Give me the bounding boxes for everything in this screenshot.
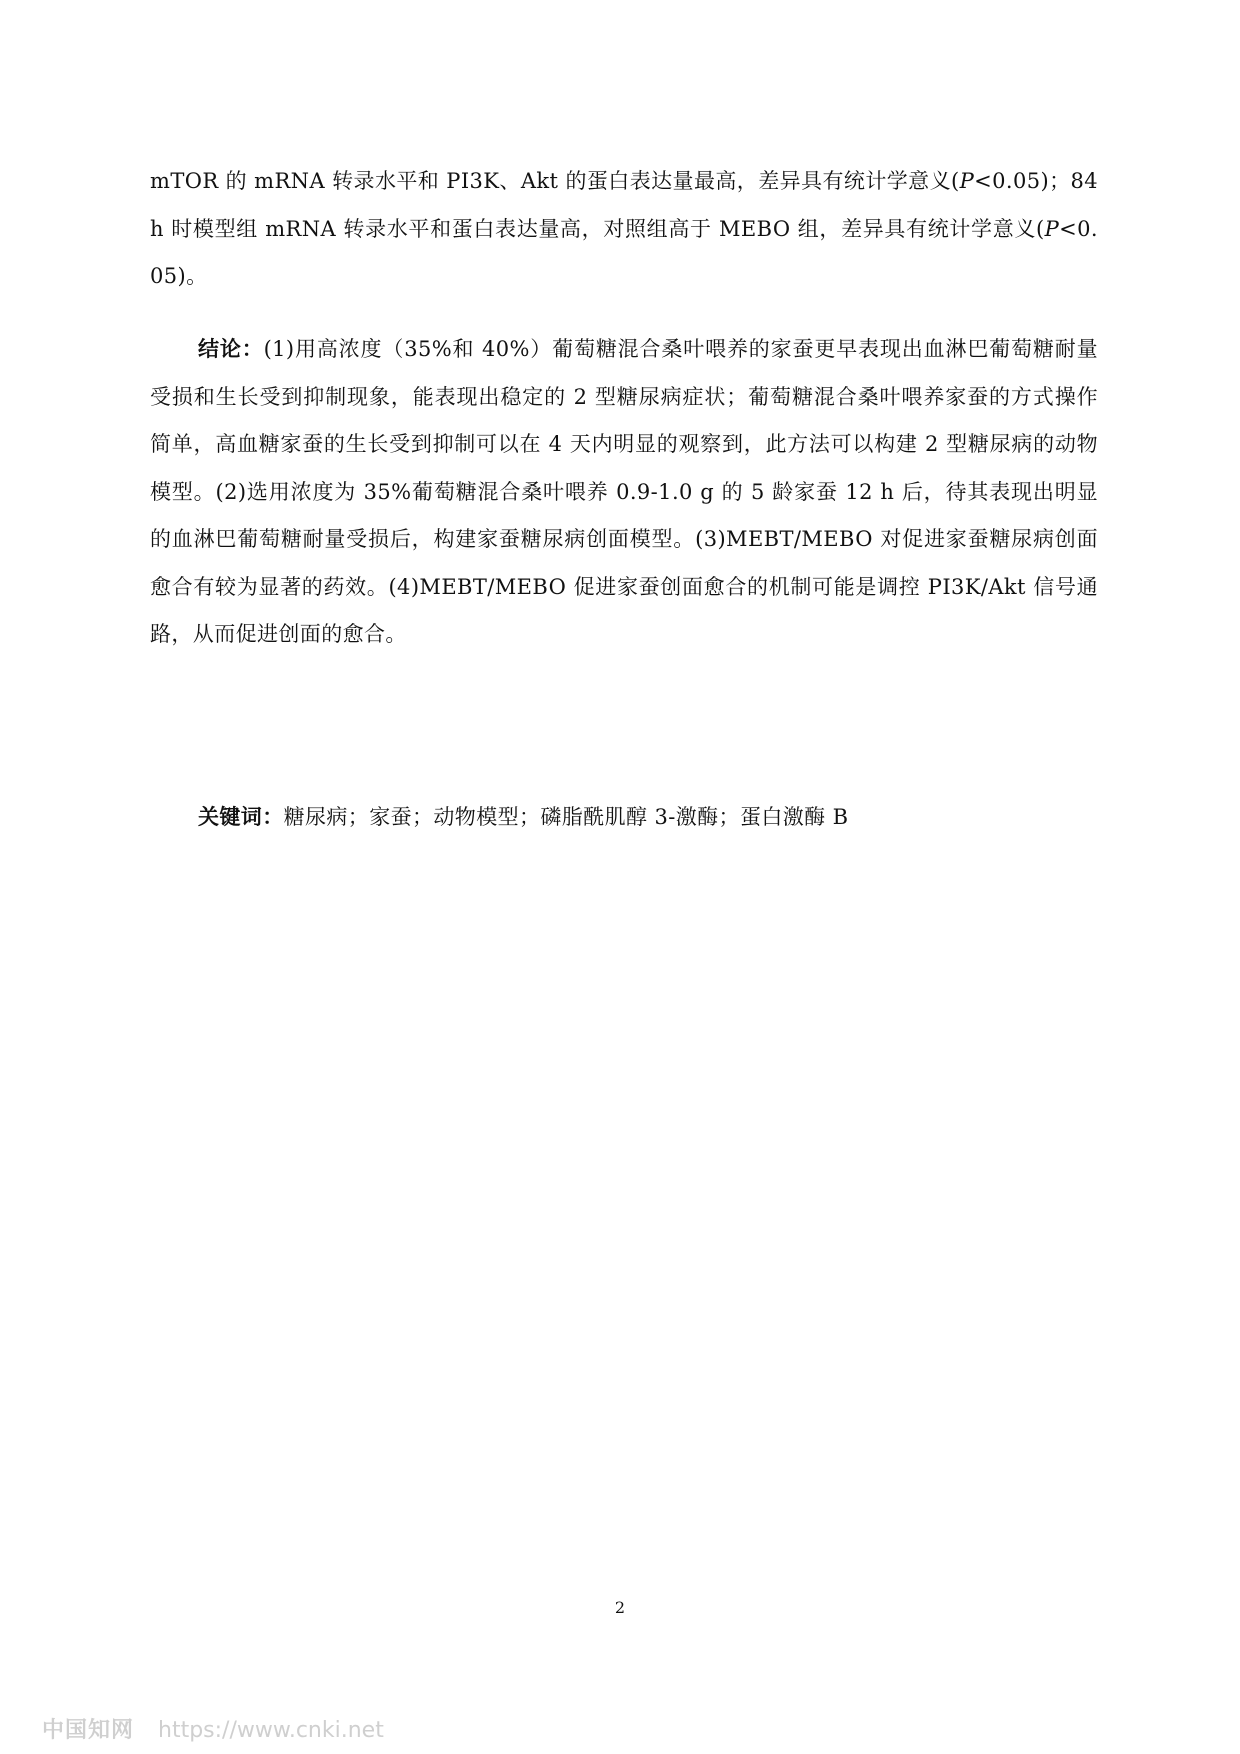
cnki-watermark [42, 1713, 384, 1744]
watermark-url: https://www.cnki.net [158, 1718, 384, 1743]
results-text-part2: <0.05)；84 h 时模型组 mRNA 转录水平和蛋白表达量高，对照组高于 MEBO 组，差异具有统计学意义( [150, 169, 1098, 241]
watermark-brand: 中国知网 [42, 1718, 135, 1743]
conclusion-label: 结论： [198, 336, 264, 361]
p-value-symbol: P [959, 169, 975, 193]
keywords-text: 糖尿病；家蚕；动物模型；磷脂酰肌醇 3-激酶；蛋白激酶 B [283, 805, 849, 829]
page-number: 2 [614, 1598, 626, 1617]
results-text-part3: <0.05)。 [150, 216, 1098, 288]
conclusion-paragraph [150, 325, 1098, 659]
results-text-part1: mTOR 的 mRNA 转录水平和 PI3K、Akt 的蛋白表达量最高，差异具有统计学意义( [150, 169, 960, 193]
keywords-line [198, 793, 1098, 842]
conclusion-text: (1)用高浓度（35%和 40%）葡萄糖混合桑叶喂养的家蚕更早表现出血淋巴葡萄糖耐量受损和生长受到抑制现象，能表现出稳定的 2 型糖尿病症状；葡萄糖混合桑叶喂养家蚕的方式操作简单，高血糖家蚕的生长受到抑制可以在 4 天内明显的观察到，此方法可以构建 2 型糖尿病的动物模型。(2)选用浓度为 35%葡萄糖混合桑叶喂养 0.9-1.0 g 的 5 龄家蚕 12 h 后，待其表现出明显的血淋巴葡萄糖耐量受损后，构建家蚕糖尿病创面模型。(3)MEBT/MEBO 对促进家蚕糖尿病创面愈合有较为显著的药效。(4)MEBT/MEBO 促进家蚕创面愈合的机制可能是调控 PI3K/Akt 信号通路，从而促进创面的愈合。 [150, 337, 1098, 646]
results-paragraph [150, 158, 1098, 301]
p-value-symbol: P [1044, 216, 1060, 241]
keywords-label: 关键词： [198, 804, 284, 829]
